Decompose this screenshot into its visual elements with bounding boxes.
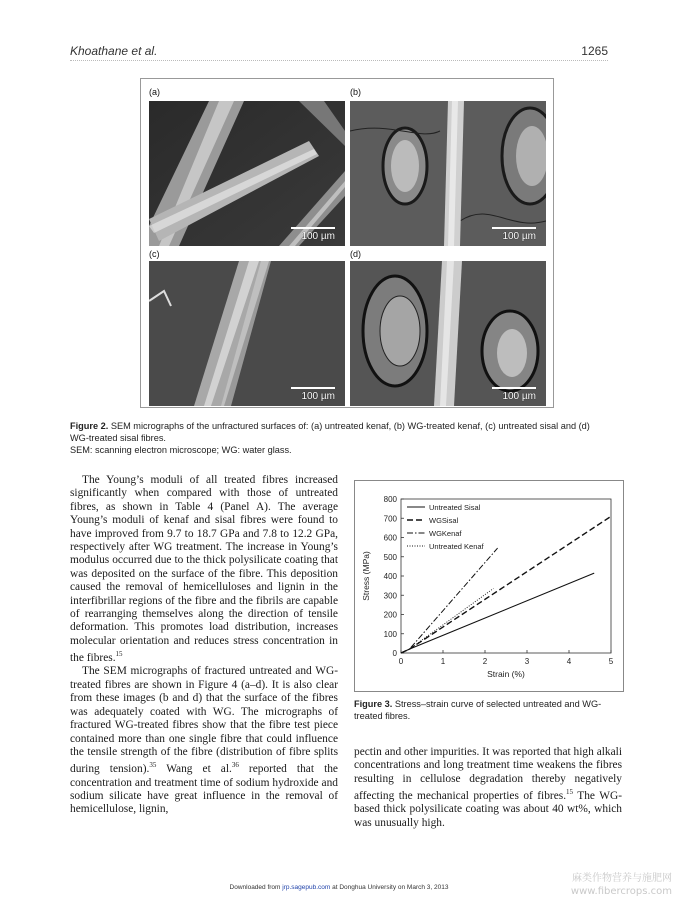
micrograph-c — [149, 261, 345, 406]
x-tick-label: 1 — [440, 657, 446, 666]
watermark-line-2: www.fibercrops.com — [570, 886, 672, 897]
body-column-left — [70, 474, 338, 817]
scale-label-a: 100 µm — [301, 231, 335, 242]
figure-2-caption-label: Figure 2. — [70, 421, 109, 431]
y-tick-label: 400 — [383, 572, 397, 581]
paragraph-2-text-a: The SEM micrographs of fractured untreated and WG-treated fibres are shown in Figure 4 (a–d). It is also clear from these images (b and d) that the surface of the fibres was adequately coated with WG. The micrographs of fractured WG-treated fibres show that the fibre test piece contained more than one single fibre that could influence the tensile strength of the fibre (distribution of fibre splits during tension). — [70, 665, 338, 776]
x-tick-label: 0 — [398, 657, 404, 666]
series-line-wgkenaf — [401, 548, 498, 653]
y-tick-label: 500 — [383, 552, 397, 562]
y-axis-label: Stress (MPa) — [361, 551, 371, 601]
page-number: 1265 — [581, 44, 608, 58]
scale-label-b: 100 µm — [502, 231, 536, 242]
micrograph-d-image — [350, 261, 546, 406]
body-column-right — [354, 746, 622, 830]
y-tick-label: 800 — [383, 495, 397, 504]
scale-label-d: 100 µm — [502, 391, 536, 402]
paragraph-youngs-modulus — [70, 474, 338, 665]
paragraph-sem-fractured — [70, 665, 338, 816]
micrograph-d — [350, 261, 546, 406]
paragraph-2-text-c: reported that the concentration and treatment time of sodium hydroxide and sodium silicate have great influence in the removal of hemicellulose, lignin, — [70, 763, 338, 816]
x-tick-label: 4 — [566, 657, 572, 666]
figure-3-caption-label: Figure 3. — [354, 699, 393, 709]
scale-bar-b — [492, 227, 536, 229]
paragraph-2-text-b: Wang et al. — [156, 763, 232, 776]
ref-35: 35 — [149, 761, 157, 770]
micrograph-b-image — [350, 101, 546, 246]
running-head-author: Khoathane et al. — [70, 44, 158, 58]
y-tick-label: 600 — [383, 533, 397, 543]
panel-label-a: (a) — [149, 87, 160, 97]
micrograph-b — [350, 101, 546, 246]
header-rule — [70, 60, 608, 61]
paragraph-1-text: The Young’s moduli of all treated fibres increased significantly when compared with those of untreated fibres, as shown in Table 4 (Panel A). The average Young’s moduli of kenaf and sisal fibres were found to have improved from 9.7 to 18.7 GPa and 7.8 to 12.2 GPa, respectively after WG treatment. The increase in Young’s modulus occurred due to the thick polysilicate coating that was deposited on the surface of the fibre. This deposition caused the removal of hemicelluloses and lignin in the interfibrillar regions of the fibre and the fibrils are capable of rearranging themselves along the direction of tensile deformation. This promotes load distribution, increases molecular orientation and reduces stress concentration in the fibres. — [70, 474, 338, 665]
footer-suffix: at Donghua University on March 3, 2013 — [330, 884, 449, 891]
y-tick-label: 200 — [383, 610, 397, 620]
panel-label-b: (b) — [350, 87, 361, 97]
figure-2-abbreviations: SEM: scanning electron microscope; WG: water glass. — [70, 445, 292, 455]
legend-entry: Untreated Sisal — [429, 503, 481, 512]
figure-2-caption-text: SEM micrographs of the unfractured surfaces of: (a) untreated kenaf, (b) WG-treated kenaf, (c) untreated sisal and (d) WG-treated sisal fibres. — [70, 421, 590, 443]
micrograph-c-image — [149, 261, 345, 406]
x-axis-label: Strain (%) — [487, 669, 525, 679]
scale-label-c: 100 µm — [301, 391, 335, 402]
micrograph-a — [149, 101, 345, 246]
panel-label-c: (c) — [149, 249, 160, 259]
footer-prefix: Downloaded from — [229, 884, 283, 891]
figure-3 — [354, 480, 624, 692]
y-tick-label: 300 — [383, 591, 397, 601]
paragraph-alkali — [354, 746, 622, 830]
legend-entry: WGKenaf — [429, 529, 462, 538]
paragraph-3-text-b: The WG-based thick polysilicate coating was about 40 wt%, which was unusually high. — [354, 790, 622, 829]
x-tick-label: 5 — [608, 657, 614, 666]
figure-3-caption-text: Stress–strain curve of selected untreated and WG-treated fibres. — [354, 699, 602, 721]
paragraph-3-text-a: pectin and other impurities. It was reported that high alkali concentrations and long treatment time weakens the fibres resulting in cellulose degradation thereby negatively affecting the mechanical properties of fibres. — [354, 746, 622, 803]
y-tick-label: 0 — [392, 649, 397, 658]
ref-36: 36 — [231, 761, 239, 770]
ref-15: 15 — [115, 650, 123, 659]
watermark — [571, 872, 672, 898]
panel-label-d: (d) — [350, 249, 361, 259]
micrograph-a-image — [149, 101, 345, 246]
figure-3-caption — [354, 698, 622, 722]
y-tick-label: 700 — [383, 514, 397, 524]
ref-15-b: 15 — [566, 788, 574, 797]
legend-entry: WGSisal — [429, 516, 459, 525]
watermark-line-1: 麻类作物营养与施肥网 — [572, 873, 672, 884]
footer-link[interactable]: jrp.sagepub.com — [282, 884, 331, 891]
figure-2 — [140, 78, 554, 408]
scale-bar-a — [291, 227, 335, 229]
series-line-untreated-sisal — [401, 573, 594, 653]
scale-bar-d — [492, 387, 536, 389]
scale-bar-c — [291, 387, 335, 389]
x-tick-label: 3 — [524, 657, 530, 666]
figure-2-caption — [70, 420, 610, 444]
x-tick-label: 2 — [482, 657, 488, 666]
y-tick-label: 100 — [383, 629, 397, 639]
stress-strain-chart — [355, 481, 623, 691]
legend-entry: Untreated Kenaf — [429, 542, 484, 551]
